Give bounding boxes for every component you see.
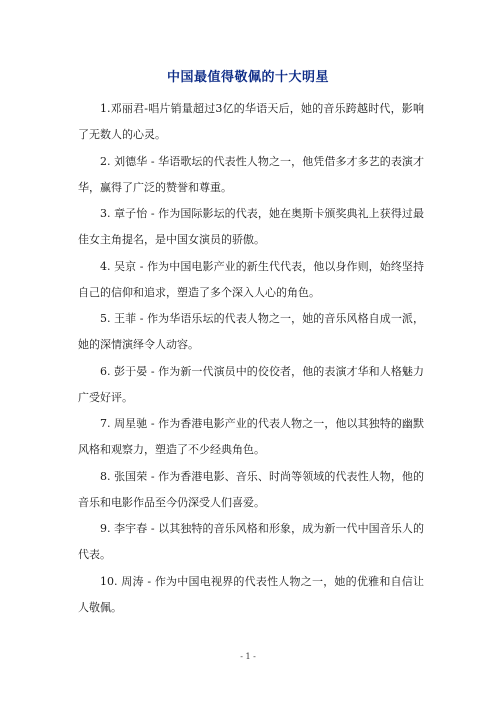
list-item: 6. 彭于晏 - 作为新一代演员中的佼佼者，他的表演才华和人格魅力广受好评。 (78, 364, 424, 404)
list-item: 3. 章子怡 - 作为国际影坛的代表，她在奥斯卡颁奖典礼上获得过最佳女主角提名，是中国女演员的骄傲。 (78, 207, 424, 246)
list-item: 2. 刘德华 - 华语歌坛的代表性人物之一，他凭借多才多艺的表演才华，赢得了广泛的赞誉和尊重。 (78, 154, 424, 194)
page-title: 中国最值得敬佩的十大明星 (166, 70, 329, 85)
list-item: 4. 吴京 - 作为中国电影产业的新生代代表，他以身作则，始终坚持自己的信仰和追求，塑造了多个深入人心的角色。 (78, 259, 424, 299)
list-item: 9. 李宇春 - 以其独特的音乐风格和形象，成为新一代中国音乐人的代表。 (78, 522, 424, 561)
star-list (78, 96, 424, 621)
list-item: 1.邓丽君-唱片销量超过3亿的华语天后，她的音乐跨越时代，影响了无数人的心灵。 (78, 102, 424, 141)
page-number: - 1 - (240, 652, 256, 661)
list-item: 8. 张国荣 - 作为香港电影、音乐、时尚等领域的代表性人物，他的音乐和电影作品至今仍深受人们喜爱。 (78, 469, 424, 509)
list-item: 5. 王菲 - 作为华语乐坛的代表人物之一，她的音乐风格自成一派，她的深情演绎令人动容。 (78, 312, 424, 351)
list-item: 10. 周涛 - 作为中国电视界的代表性人物之一，她的优雅和自信让人敬佩。 (78, 574, 424, 614)
list-item: 7. 周星驰 - 作为香港电影产业的代表人物之一，他以其独特的幽默风格和观察力，塑造了不少经典角色。 (78, 417, 424, 456)
